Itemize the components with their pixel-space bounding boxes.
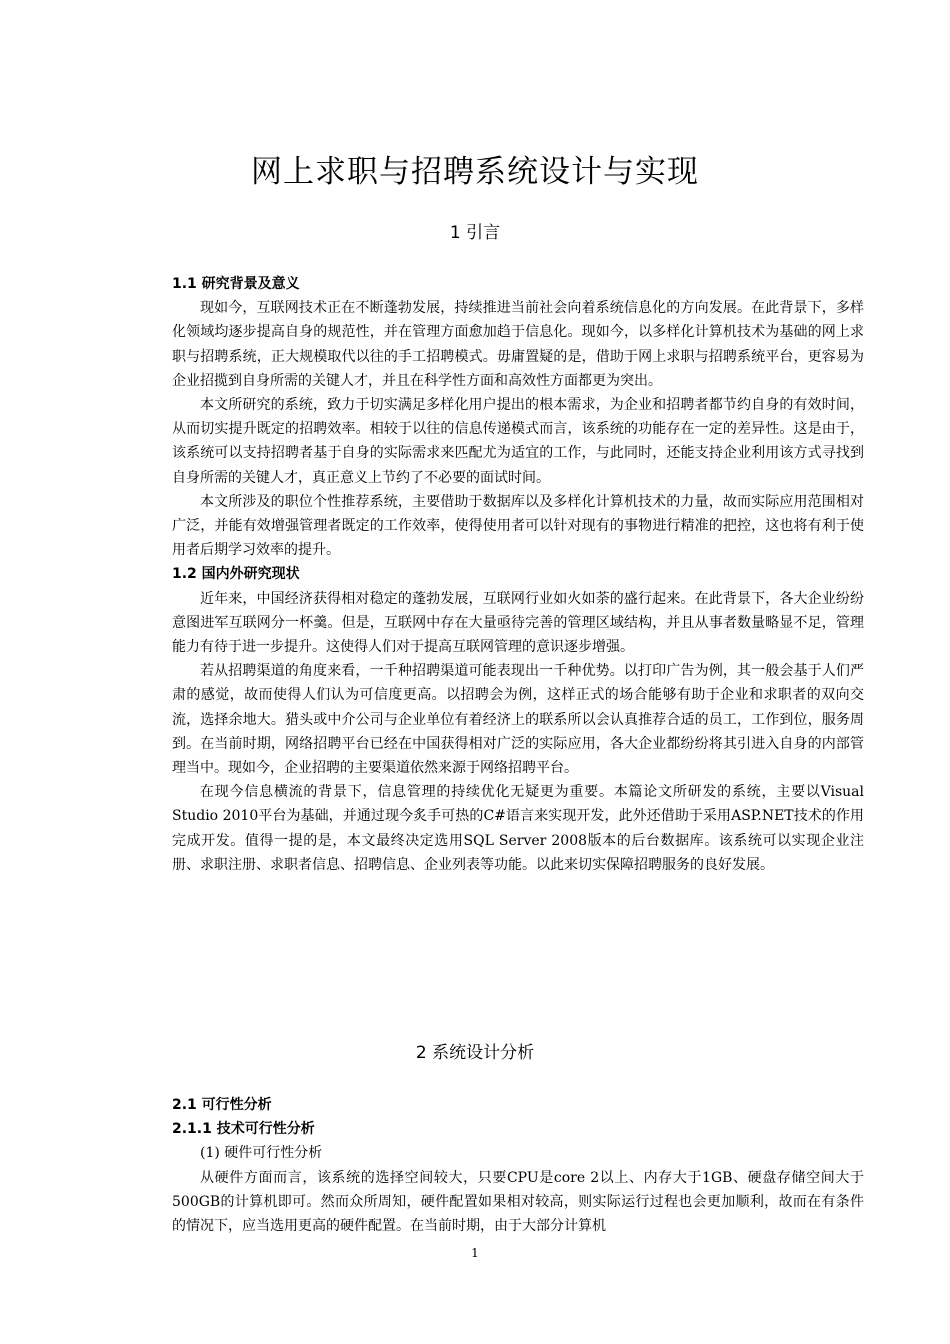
paragraph: 近年来，中国经济获得相对稳定的蓬勃发展，互联网行业如火如荼的盛行起来。在此背景下，各大企业纷纷意图进军互联网分一杯羹。但是，互联网中存在大量亟待完善的管理区域结构，并且从事者数量略显不足，管理能力有待于进一步提升。这使得人们对于提高互联网管理的意识逐步增强。 <box>172 590 864 656</box>
list-item: (1) 硬件可行性分析 <box>200 1145 323 1162</box>
chapter-1-heading: 1 引言 <box>449 223 501 243</box>
paragraph: 本文所涉及的职位个性推荐系统，主要借助于数据库以及多样化计算机技术的力量，故而实际应用范围相对广泛，并能有效增强管理者既定的工作效率，使得使用者可以针对现有的事物进行精准的把控，这也将有利于使用者后期学习效率的提升。 <box>172 493 864 559</box>
section-2-1-1-heading: 2.1.1 技术可行性分析 <box>172 1121 315 1138</box>
section-1-2-heading: 1.2 国内外研究现状 <box>172 566 300 583</box>
chapter-2-body <box>172 1093 864 1238</box>
section-1-1-heading: 1.1 研究背景及意义 <box>172 276 300 292</box>
paragraph: 在现今信息横流的背景下，信息管理的持续优化无疑更为重要。本篇论文所研发的系统，主要以Visual Studio 2010平台为基础，并通过现今炙手可热的C#语言来实现开发，此外还借助于采用ASP.NET技术的作用完成开发。值得一提的是，本文最终决定选用SQL Server 2008版本的后台数据库。该系统可以实现企业注册、求职注册、求职者信息、招聘信息、企业列表等功能。以此来切实保障招聘服务的良好发展。 <box>172 784 864 873</box>
document-title: 网上求职与招聘系统设计与实现 <box>251 154 699 190</box>
chapter-2-heading: 2 系统设计分析 <box>415 1043 535 1063</box>
section-2-1-heading: 2.1 可行性分析 <box>172 1097 272 1113</box>
page-number: 1 <box>471 1246 479 1260</box>
paragraph: 本文所研究的系统，致力于切实满足多样化用户提出的根本需求，为企业和招聘者都节约自身的有效时间，从而切实提升既定的招聘效率。相较于以往的信息传递模式而言，该系统的功能存在一定的差异性。这是由于，该系统可以支持招聘者基于自身的实际需求来匹配尤为适宜的工作，与此同时，还能支持企业利用该方式寻找到自身所需的关键人才，真正意义上节约了不必要的面试时间。 <box>172 397 864 486</box>
paragraph: 从硬件方面而言，该系统的选择空间较大，只要CPU是core 2以上、内存大于1GB、硬盘存储空间大于500GB的计算机即可。然而众所周知，硬件配置如果相对较高，则实际运行过程也会更加顺利，故而在有条件的情况下，应当选用更高的硬件配置。在当前时期，由于大部分计算机 <box>172 1169 864 1235</box>
paragraph: 现如今，互联网技术正在不断蓬勃发展，持续推进当前社会向着系统信息化的方向发展。在此背景下，多样化领域均逐步提高自身的规范性，并在管理方面愈加趋于信息化。现如今，以多样化计算机技术为基础的网上求职与招聘系统，正大规模取代以往的手工招聘模式。毋庸置疑的是，借助于网上求职与招聘系统平台，更容易为企业招揽到自身所需的关键人才，并且在科学性方面和高效性方面都更为突出。 <box>172 300 864 389</box>
chapter-1-body <box>172 272 864 877</box>
paragraph: 若从招聘渠道的角度来看，一千种招聘渠道可能表现出一千种优势。以打印广告为例，其一般会基于人们严肃的感觉，故而使得人们认为可信度更高。以招聘会为例，这样正式的场合能够有助于企业和求职者的双向交流，选择余地大。猎头或中介公司与企业单位有着经济上的联系所以会认真推荐合适的员工，工作到位，服务周到。在当前时期，网络招聘平台已经在中国获得相对广泛的实际应用，各大企业都纷纷将其引进入自身的内部管理当中。现如今，企业招聘的主要渠道依然来源于网络招聘平台。 <box>172 663 864 777</box>
